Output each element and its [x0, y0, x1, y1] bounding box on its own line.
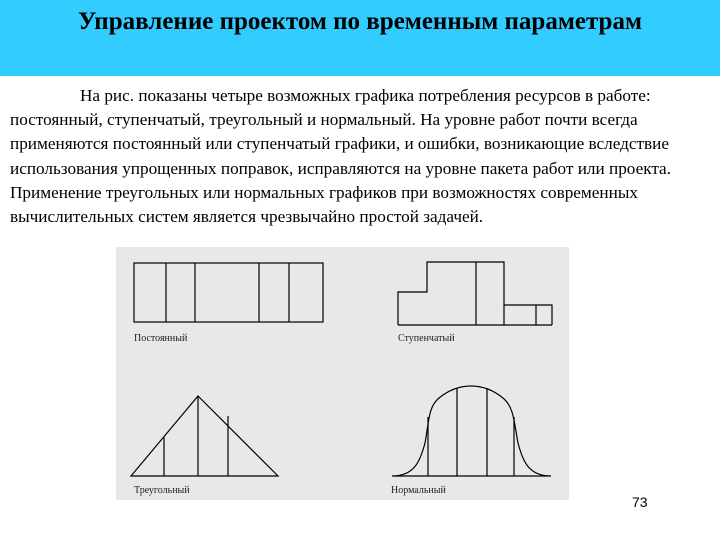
normal-label: Нормальный [391, 485, 446, 496]
page-number: 73 [632, 494, 648, 510]
slide-title: Управление проектом по временным параметрам [78, 8, 642, 35]
triangular-profile [131, 396, 278, 476]
normal-profile [392, 386, 551, 476]
stepped-label: Ступенчатый [398, 333, 455, 344]
constant-label: Постоянный [134, 333, 188, 344]
resource-profiles-figure [116, 247, 569, 500]
triangular-label: Треугольный [134, 485, 190, 496]
constant-profile [134, 263, 323, 322]
stepped-profile [398, 262, 552, 325]
profiles-drawing [116, 247, 569, 500]
body-paragraph: На рис. показаны четыре возможных графика потребления ресурсов в работе: постоянный, ступенчатый, треугольный и нормальный. На уровне работ почти всегда применяются постоянный или ступенчатый графики, и ошибки, возникающие вследствие использования упрощенных поправок, исправляются на уровне пакета работ или проекта. Применение треугольных или нормальных графиков при возможностях современных вычислительных систем является чрезвычайно простой задачей. [10, 86, 671, 227]
